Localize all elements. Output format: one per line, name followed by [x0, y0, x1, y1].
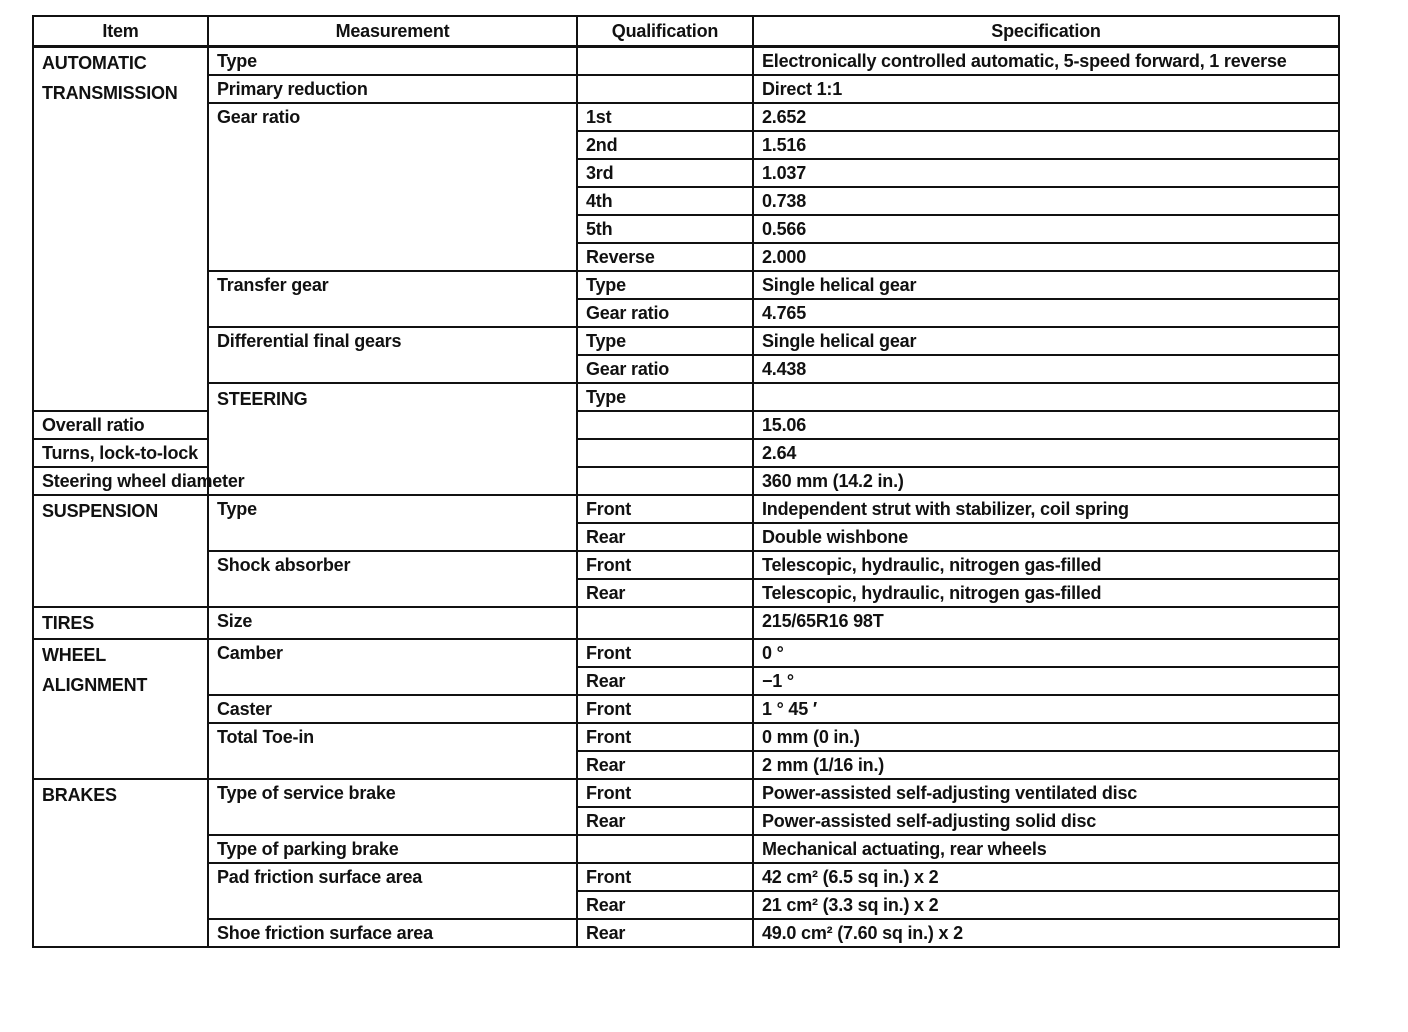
qualification-cell: 3rd: [577, 159, 753, 187]
specification-cell: 49.0 cm² (7.60 sq in.) x 2: [753, 919, 1339, 947]
table-row: [33, 639, 1339, 667]
qualification-cell: Rear: [577, 807, 753, 835]
specification-cell: 215/65R16 98T: [753, 607, 1339, 639]
table-row: [33, 383, 1339, 411]
item-automatic-transmission: AUTOMATIC TRANSMISSION: [33, 47, 208, 412]
table-row: [33, 607, 1339, 639]
specification-cell: Telescopic, hydraulic, nitrogen gas-filled: [753, 579, 1339, 607]
header-item: Item: [33, 16, 208, 47]
qualification-cell: 1st: [577, 103, 753, 131]
table-row: [33, 779, 1339, 807]
table-row: [33, 103, 1339, 131]
measurement-cell: Shock absorber: [208, 551, 577, 607]
measurement-cell: Overall ratio: [33, 411, 208, 439]
specification-cell: 0 °: [753, 639, 1339, 667]
qualification-cell: Gear ratio: [577, 299, 753, 327]
qualification-cell: 4th: [577, 187, 753, 215]
table-row: [33, 327, 1339, 355]
item-suspension: SUSPENSION: [33, 495, 208, 607]
measurement-cell: Type: [208, 495, 577, 551]
qualification-cell: 2nd: [577, 131, 753, 159]
qualification-cell: [577, 607, 753, 639]
measurement-cell: Gear ratio: [208, 103, 577, 271]
table-row: [33, 271, 1339, 299]
measurement-cell: Total Toe-in: [208, 723, 577, 779]
item-brakes: BRAKES: [33, 779, 208, 947]
specification-cell: Independent strut with stabilizer, coil spring: [753, 495, 1339, 523]
specification-cell: Electronically controlled automatic, 5-speed forward, 1 reverse: [753, 47, 1339, 76]
measurement-cell: Primary reduction: [208, 75, 577, 103]
specification-cell: −1 °: [753, 667, 1339, 695]
specification-cell: 0 mm (0 in.): [753, 723, 1339, 751]
item-wheel-alignment: WHEEL ALIGNMENT: [33, 639, 208, 779]
specification-cell: 360 mm (14.2 in.): [753, 467, 1339, 495]
qualification-cell: [577, 411, 753, 439]
specification-cell: 1.037: [753, 159, 1339, 187]
measurement-cell: Size: [208, 607, 577, 639]
item-steering: STEERING: [208, 383, 577, 495]
measurement-cell: Differential final gears: [208, 327, 577, 383]
specification-cell: 42 cm² (6.5 sq in.) x 2: [753, 863, 1339, 891]
qualification-cell: [577, 467, 753, 495]
specification-cell: Direct 1:1: [753, 75, 1339, 103]
header-specification: Specification: [753, 16, 1339, 47]
measurement-cell: Shoe friction surface area: [208, 919, 577, 947]
specification-cell: 2.652: [753, 103, 1339, 131]
qualification-cell: Reverse: [577, 243, 753, 271]
qualification-cell: [753, 383, 1339, 411]
qualification-cell: Front: [577, 863, 753, 891]
qualification-cell: Gear ratio: [577, 355, 753, 383]
qualification-cell: Rear: [577, 919, 753, 947]
specification-cell: Single helical gear: [753, 327, 1339, 355]
specification-cell: 21 cm² (3.3 sq in.) x 2: [753, 891, 1339, 919]
table-row: [33, 495, 1339, 523]
header-measurement: Measurement: [208, 16, 577, 47]
header-qualification: Qualification: [577, 16, 753, 47]
measurement-cell: Transfer gear: [208, 271, 577, 327]
qualification-cell: Type: [577, 327, 753, 355]
qualification-cell: [577, 835, 753, 863]
item-tires: TIRES: [33, 607, 208, 639]
specification-cell: Double wishbone: [753, 523, 1339, 551]
table-row: [33, 47, 1339, 76]
measurement-cell: Pad friction surface area: [208, 863, 577, 919]
specification-cell: 2 mm (1/16 in.): [753, 751, 1339, 779]
qualification-cell: [577, 47, 753, 76]
qualification-cell: [577, 75, 753, 103]
qualification-cell: Rear: [577, 667, 753, 695]
measurement-cell: Turns, lock-to-lock: [33, 439, 208, 467]
specification-cell: Telescopic, hydraulic, nitrogen gas-filled: [753, 551, 1339, 579]
qualification-cell: Front: [577, 495, 753, 523]
measurement-cell: Type of service brake: [208, 779, 577, 835]
qualification-cell: [577, 439, 753, 467]
table-row: [33, 695, 1339, 723]
table-row: [33, 467, 1339, 495]
table-row: [33, 723, 1339, 751]
qualification-cell: Front: [577, 695, 753, 723]
qualification-cell: Rear: [577, 751, 753, 779]
specification-cell: Power-assisted self-adjusting solid disc: [753, 807, 1339, 835]
specification-cell: 2.64: [753, 439, 1339, 467]
table-row: [33, 863, 1339, 891]
table-row: [33, 835, 1339, 863]
qualification-cell: Rear: [577, 579, 753, 607]
table-row: [33, 919, 1339, 947]
qualification-cell: Rear: [577, 891, 753, 919]
measurement-cell: Type: [577, 383, 753, 411]
specification-table: [32, 15, 1340, 948]
specification-cell: 4.438: [753, 355, 1339, 383]
qualification-cell: Front: [577, 551, 753, 579]
specification-cell: Power-assisted self-adjusting ventilated disc: [753, 779, 1339, 807]
specification-cell: 0.566: [753, 215, 1339, 243]
table-row: [33, 75, 1339, 103]
qualification-cell: Front: [577, 723, 753, 751]
measurement-cell: Steering wheel diameter: [33, 467, 208, 495]
measurement-cell: Caster: [208, 695, 577, 723]
specification-cell: Mechanical actuating, rear wheels: [753, 835, 1339, 863]
measurement-cell: Camber: [208, 639, 577, 695]
measurement-cell: Type of parking brake: [208, 835, 577, 863]
specification-cell: Single helical gear: [753, 271, 1339, 299]
specification-cell: 2.000: [753, 243, 1339, 271]
qualification-cell: Front: [577, 779, 753, 807]
specification-cell: 1.516: [753, 131, 1339, 159]
specification-cell: 1 ° 45 ′: [753, 695, 1339, 723]
specification-cell: 0.738: [753, 187, 1339, 215]
qualification-cell: Front: [577, 639, 753, 667]
qualification-cell: 5th: [577, 215, 753, 243]
qualification-cell: Type: [577, 271, 753, 299]
specification-cell: 4.765: [753, 299, 1339, 327]
specification-cell: 15.06: [753, 411, 1339, 439]
qualification-cell: Rear: [577, 523, 753, 551]
header-row: [33, 16, 1339, 47]
measurement-cell: Type: [208, 47, 577, 76]
table-row: [33, 551, 1339, 579]
